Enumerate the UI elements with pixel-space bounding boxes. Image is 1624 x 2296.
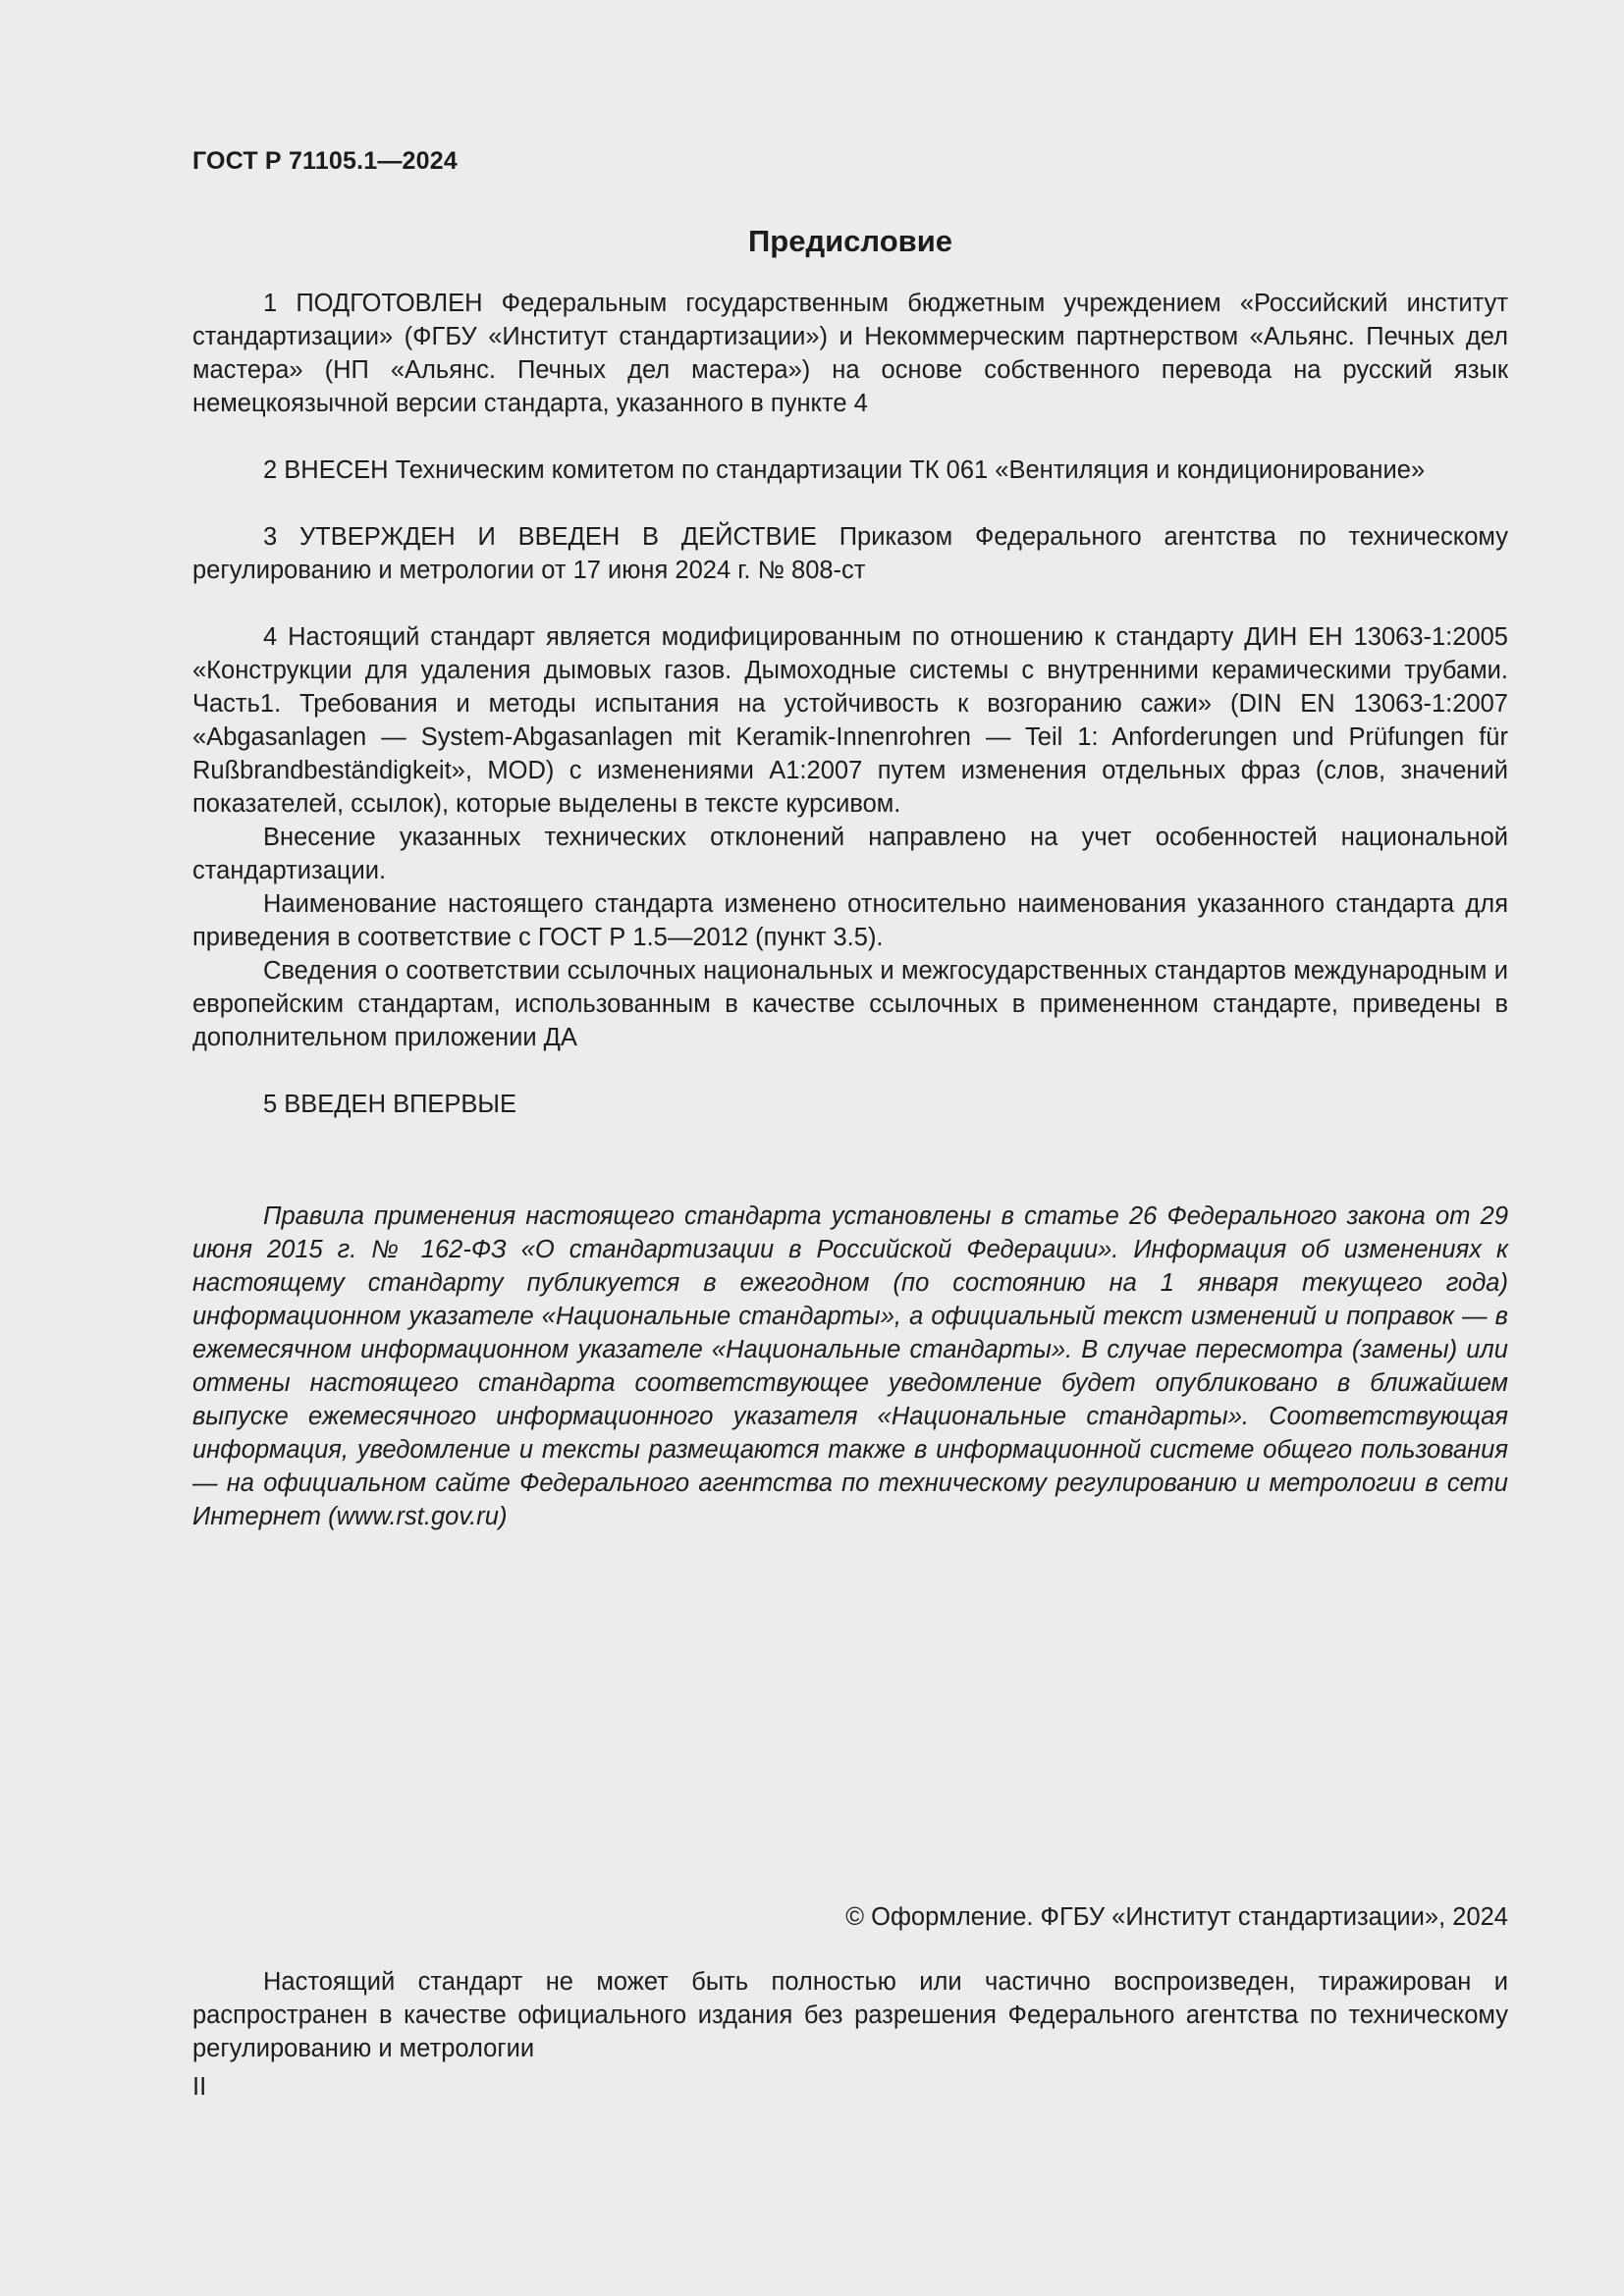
paragraph-introduced: 2 ВНЕСЕН Техническим комитетом по стандартизации ТК 061 «Вентиляция и кондиционирование» [263,456,1426,484]
reproduction-notice: Настоящий стандарт не может быть полностью или частично воспроизведен, тиражирован и распространен в качестве официального издания без разрешения Федерального агентства по техническому регулированию и метрологии [192,1968,1508,2062]
paragraph-modified: 4 Настоящий стандарт является модифицированным по отношению к стандарту ДИН ЕН 13063-1:2005 «Конструкции для удаления дымовых газов. Дымоходные системы с внутренними керамическими трубами. Часть1. Требования и методы испытания на устойчивость к возгоранию сажи» (DIN EN 13063-1:2007 «Abgasanlagen — System-Abgasanlagen mit Keramik-Innenrohren — Teil 1: Anforderungen und Prüfungen für Rußbrandbeständigkeit», MOD) с изменениями А1:2007 путем изменения отдельных фраз (слов, значений показателей, ссылок), которые выделены в тексте курсивом. [192,623,1508,818]
paragraph-prepared: 1 ПОДГОТОВЛЕН Федеральным государственным бюджетным учреждением «Российский институт стандартизации» (ФГБУ «Институт стандартизации») и Некоммерческим партнерством «Альянс. Печных дел мастера» (НП «Альянс. Печных дел мастера») на основе собственного перевода на русский язык немецкоязычной версии стандарта, указанного в пункте 4 [192,290,1508,417]
paragraph-name-change: Наименование настоящего стандарта изменено относительно наименования указанного стандарта для приведения в соответствие с ГОСТ Р 1.5—2012 (пункт 3.5). [192,890,1508,951]
reproduction-notice-block [192,1965,1508,2065]
copyright-line: © Оформление. ФГБУ «Институт стандартизации», 2024 [845,1903,1508,1931]
document-code: ГОСТ Р 71105.1—2024 [192,147,458,175]
page-number: II [192,2073,207,2101]
paragraph-approved: 3 УТВЕРЖДЕН И ВВЕДЕН В ДЕЙСТВИЕ Приказом Федерального агентства по техническому регулированию и метрологии от 17 июня 2024 г. № 808-ст [192,523,1508,584]
paragraph-references: Сведения о соответствии ссылочных национальных и межгосударственных стандартов международным и европейским стандартам, использованным в качестве ссылочных в примененном стандарте, приведены в дополнительном приложении ДА [192,957,1508,1051]
paragraph-first-introduced: 5 ВВЕДЕН ВПЕРВЫЕ [263,1091,517,1118]
section-title: Предисловие [747,224,952,258]
foreword-body [192,287,1508,1121]
paragraph-deviations: Внесение указанных технических отклонений направлено на учет особенностей национальной стандартизации. [192,824,1508,884]
rules-notice-block [192,1200,1508,1533]
rules-notice: Правила применения настоящего стандарта установлены в статье 26 Федерального закона от 29 июня 2015 г. № 162-ФЗ «О стандартизации в Российской Федерации». Информация об изменениях к настоящему стандарту публикуется в ежегодном (по состоянию на 1 января текущего года) информационном указателе «Национальные стандарты», а официальный текст изменений и поправок — в ежемесячном информационном указателе «Национальные стандарты». В случае пересмотра (замены) или отмены настоящего стандарта соответствующее уведомление будет опубликовано в ближайшем выпуске ежемесячного информационного указателя «Национальные стандарты». Соответствующая информация, уведомление и тексты размещаются также в информационной системе общего пользования — на официальном сайте Федерального агентства по техническому регулированию и метрологии в сети Интернет (www.rst.gov.ru) [192,1202,1508,1530]
